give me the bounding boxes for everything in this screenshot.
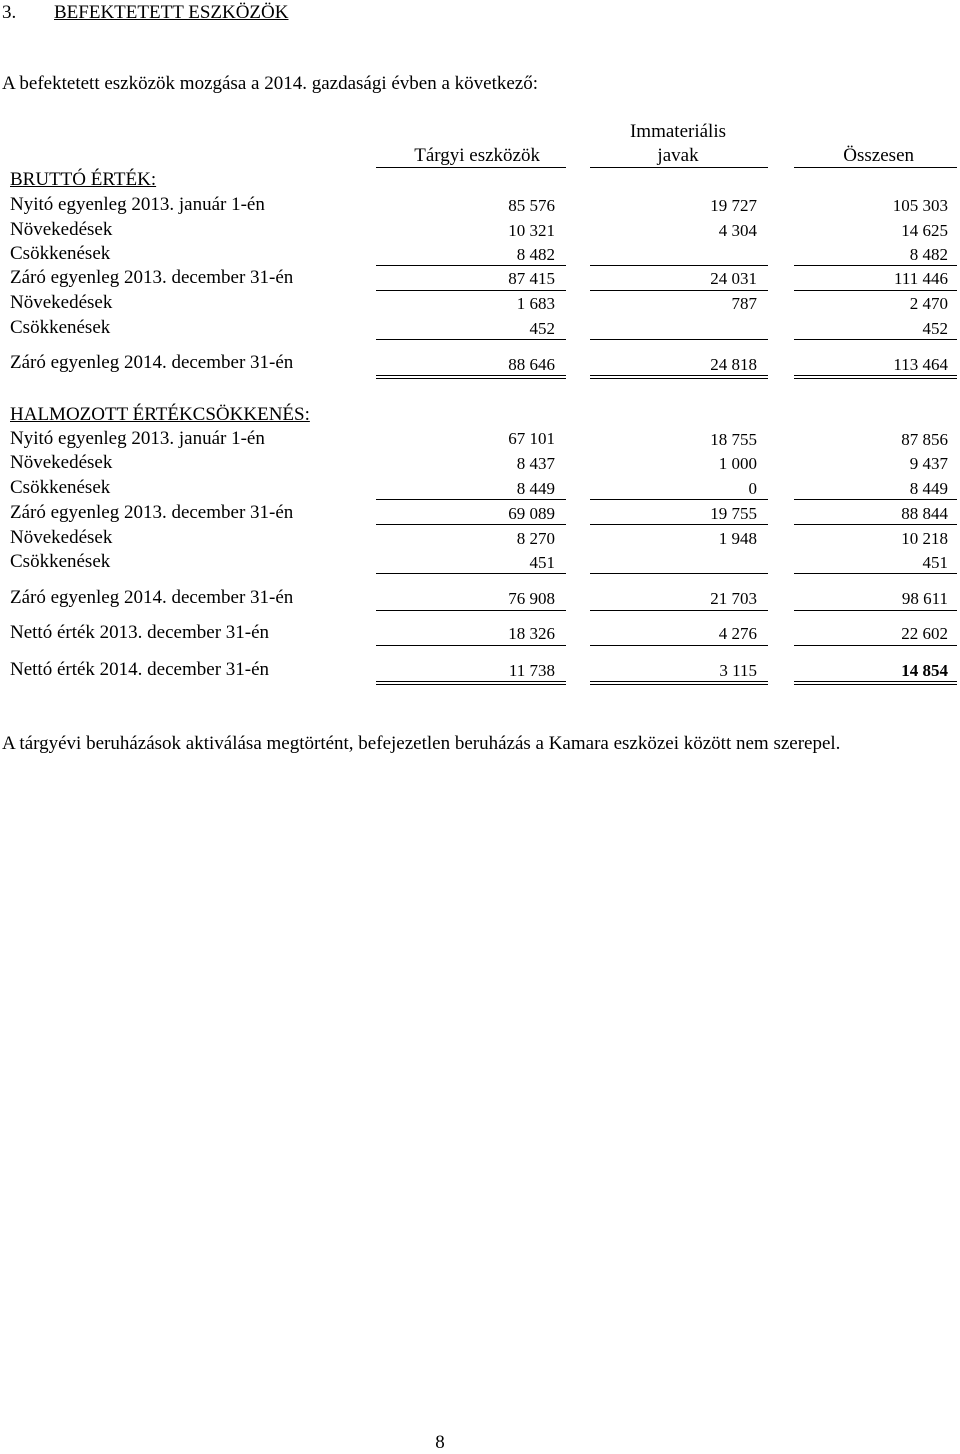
subtotal-rule — [376, 573, 566, 574]
header-rule-intangible — [590, 167, 768, 168]
subtotal-rule — [794, 265, 957, 266]
row-label: Csökkenések — [10, 243, 111, 264]
value-total: 8 449 — [909, 479, 948, 498]
row-label: Nyitó egyenleg 2013. január 1-én — [10, 428, 265, 449]
row-label: Csökkenések — [10, 551, 111, 572]
value-total: 10 218 — [901, 529, 948, 548]
value-tangible: 10 321 — [508, 221, 555, 240]
col-header-tangible: Tárgyi eszközök — [414, 145, 540, 166]
col-header-total: Összesen — [843, 145, 914, 166]
value-tangible: 88 646 — [508, 355, 555, 374]
subtotal-rule — [376, 339, 566, 340]
value-intangible: 24 031 — [710, 269, 757, 288]
total-rule — [376, 610, 566, 611]
total-double-rule — [376, 375, 566, 379]
total-rule — [590, 645, 768, 646]
total-rule — [794, 610, 957, 611]
value-total: 452 — [922, 319, 948, 338]
subtotal-rule — [376, 265, 566, 266]
value-tangible: 87 415 — [508, 269, 555, 288]
total-rule — [794, 645, 957, 646]
subtotal-rule — [794, 499, 957, 500]
total-double-rule — [794, 375, 957, 379]
section-title: BEFEKTETETT ESZKÖZÖK — [54, 2, 289, 23]
value-total: 8 482 — [909, 245, 948, 264]
total-rule — [376, 645, 566, 646]
col-header-intangible-line1: Immateriális — [629, 121, 727, 142]
total-double-rule — [794, 681, 957, 685]
value-intangible: 24 818 — [710, 355, 757, 374]
subtotal-rule — [794, 524, 957, 525]
value-total: 105 303 — [892, 196, 948, 215]
value-tangible: 452 — [529, 319, 555, 338]
value-intangible: 787 — [731, 294, 757, 313]
row-label: Záró egyenleg 2013. december 31-én — [10, 502, 294, 523]
total-rule — [590, 610, 768, 611]
row-label: Növekedések — [10, 527, 113, 548]
value-total: 9 437 — [909, 454, 948, 473]
value-intangible: 0 — [748, 479, 757, 498]
row-label: Nyitó egyenleg 2013. január 1-én — [10, 194, 265, 215]
value-tangible: 67 101 — [508, 429, 555, 448]
subtotal-rule — [794, 573, 957, 574]
total-double-rule — [376, 681, 566, 685]
value-intangible: 3 115 — [719, 661, 757, 680]
row-label: Növekedések — [10, 292, 113, 313]
subtotal-rule — [590, 573, 768, 574]
subtotal-rule — [590, 265, 768, 266]
closing-paragraph: A tárgyévi beruházások aktiválása megtörtént, befejezetlen beruházás a Kamara eszközei között nem szerepel. — [2, 733, 841, 754]
value-total: 451 — [922, 553, 948, 572]
value-tangible: 8 437 — [516, 454, 555, 473]
subtotal-rule — [376, 499, 566, 500]
value-intangible: 1 948 — [718, 529, 757, 548]
depreciation-section-title: HALMOZOTT ÉRTÉKCSÖKKENÉS: — [10, 404, 310, 425]
subtotal-rule — [376, 524, 566, 525]
value-total: 98 611 — [901, 589, 948, 608]
row-label: Záró egyenleg 2013. december 31-én — [10, 267, 294, 288]
value-total: 87 856 — [901, 430, 948, 449]
header-rule-tangible — [376, 167, 566, 168]
value-tangible: 8 270 — [516, 529, 555, 548]
value-tangible: 76 908 — [508, 589, 555, 608]
gross-section-title: BRUTTÓ ÉRTÉK: — [10, 169, 157, 190]
value-intangible: 19 755 — [710, 504, 757, 523]
subtotal-rule — [794, 290, 957, 291]
intro-text: A befektetett eszközök mozgása a 2014. gazdasági évben a következő: — [2, 73, 539, 94]
subtotal-rule — [590, 290, 768, 291]
value-tangible: 85 576 — [508, 196, 555, 215]
value-tangible: 11 738 — [508, 661, 555, 680]
value-total: 2 470 — [909, 294, 948, 313]
total-double-rule — [590, 681, 768, 685]
value-tangible: 8 449 — [516, 479, 555, 498]
value-total: 111 446 — [894, 269, 948, 288]
value-intangible: 19 727 — [710, 196, 757, 215]
value-tangible: 8 482 — [516, 245, 555, 264]
value-tangible: 1 683 — [516, 294, 555, 313]
page-number: 8 — [435, 1432, 445, 1453]
row-label: Nettó érték 2013. december 31-én — [10, 622, 270, 643]
value-intangible: 1 000 — [718, 454, 757, 473]
header-rule-total — [794, 167, 957, 168]
value-total: 113 464 — [893, 355, 948, 374]
value-tangible: 69 089 — [508, 504, 555, 523]
value-total: 22 602 — [901, 624, 948, 643]
row-label: Növekedések — [10, 219, 113, 240]
value-intangible: 21 703 — [710, 589, 757, 608]
subtotal-rule — [376, 290, 566, 291]
value-total: 14 854 — [901, 661, 948, 680]
value-intangible: 4 276 — [718, 624, 757, 643]
value-tangible: 18 326 — [508, 624, 555, 643]
value-total: 88 844 — [901, 504, 948, 523]
subtotal-rule — [590, 499, 768, 500]
row-label: Záró egyenleg 2014. december 31-én — [10, 352, 294, 373]
row-label: Csökkenések — [10, 317, 111, 338]
row-label: Záró egyenleg 2014. december 31-én — [10, 587, 294, 608]
value-total: 14 625 — [901, 221, 948, 240]
col-header-intangible-line2: javak — [657, 145, 699, 166]
total-double-rule — [590, 375, 768, 379]
row-label: Csökkenések — [10, 477, 111, 498]
row-label: Növekedések — [10, 452, 113, 473]
value-tangible: 451 — [529, 553, 555, 572]
value-intangible: 18 755 — [710, 430, 757, 449]
section-number: 3. — [2, 2, 17, 23]
subtotal-rule — [590, 339, 768, 340]
row-label: Nettó érték 2014. december 31-én — [10, 659, 270, 680]
value-intangible: 4 304 — [718, 221, 757, 240]
subtotal-rule — [590, 524, 768, 525]
subtotal-rule — [794, 339, 957, 340]
